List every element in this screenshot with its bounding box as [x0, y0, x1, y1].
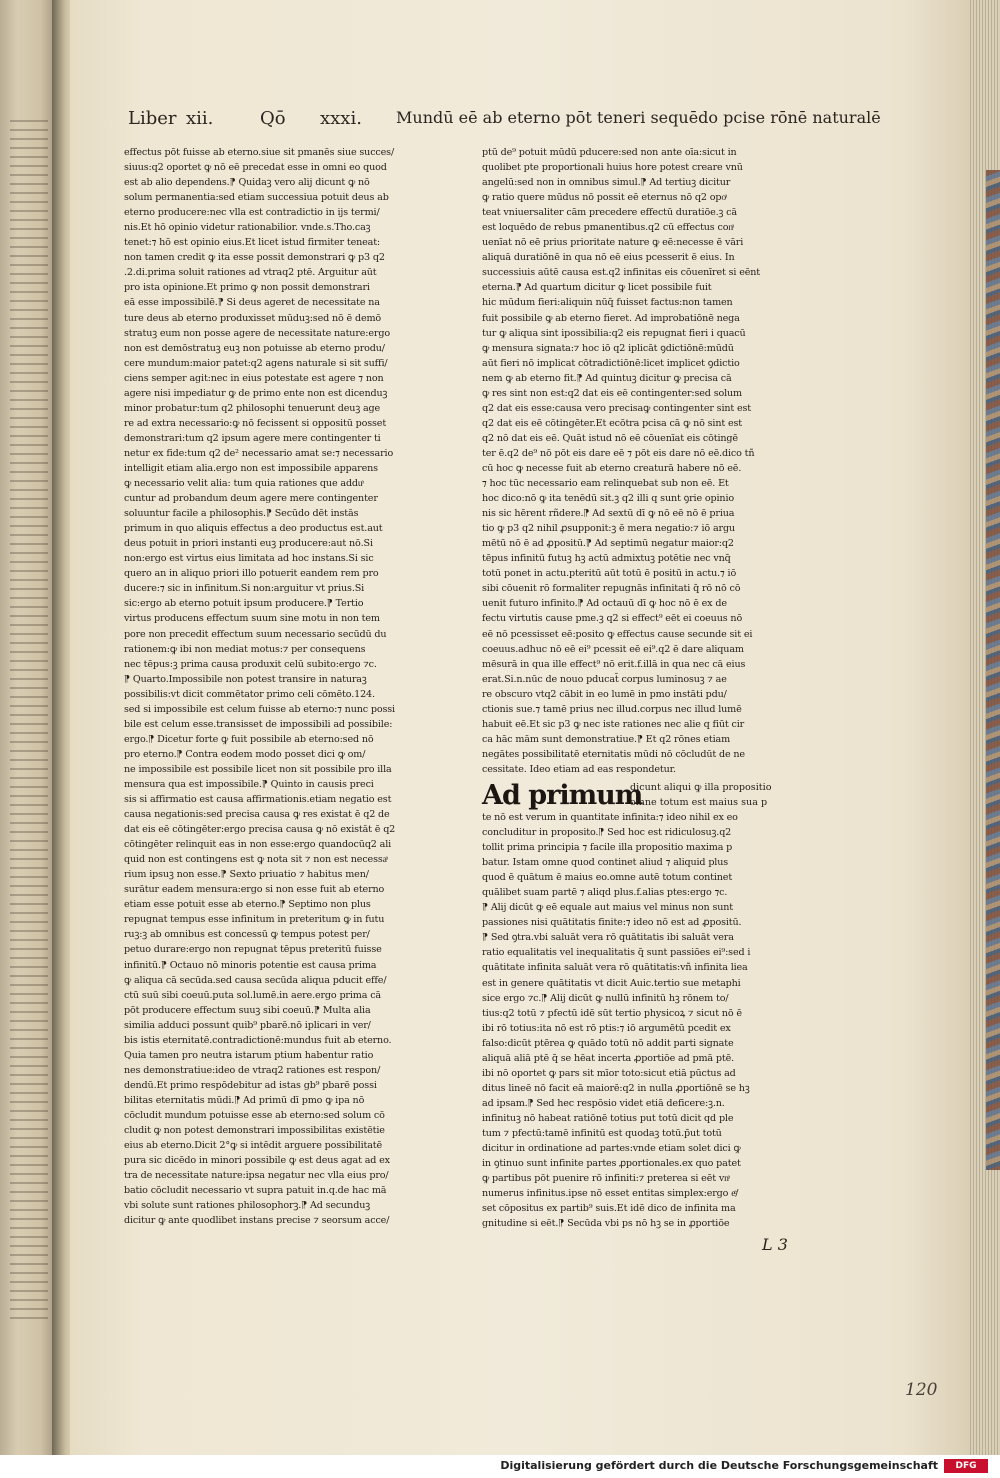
text-line: uenīat nō eē prius prioritate nature ꝙ eē:necesse ē vāri: [482, 237, 744, 249]
text-line: surātur eadem mensura:ergo si non esse fuit ab eterno: [124, 884, 385, 896]
text-line: successiuis aūtē causa est.q2 infinitas eis cōuenīret si eēnt: [482, 267, 760, 279]
text-line: ad ipsam.⁋ Sed hec respōsio videt etiā deficere:ꝫ.n.: [482, 1097, 725, 1109]
text-line: aliquā aliā ptē q̄ se hēat incerta ꝓportiōe ad pmā ptē.: [482, 1052, 735, 1064]
question-number: xxxi.: [320, 108, 362, 129]
text-line: ꝙ mensura signata:⁊ hoc iō q2 iplicāt ꝯdictiōnē:mūdū: [482, 342, 734, 354]
dfg-logo: DFG: [944, 1459, 988, 1473]
text-line: ne impossibile est possibile licet non sit possibile pro illa: [124, 763, 392, 775]
text-line: re ad extra necessario:ꝙ nō fecissent si oppositū posset: [124, 417, 387, 429]
text-line: cere mundum:maior patet:q2 agens naturale si sit suffi/: [124, 357, 388, 369]
text-line: rium ipsuꝫ non esse.⁋ Sexto priuatio ⁊ habitus men/: [124, 869, 369, 881]
text-line: repugnat tempus esse infinitum in preteritum ꝙ in futu: [124, 914, 385, 926]
text-line: eē nō pcessisset eē:posito ꝙ effectus cause secunde sit ei: [482, 628, 753, 640]
text-line: nes demonstratiue:ideo de vtraq2 rationes est respon/: [124, 1064, 381, 1076]
text-line: ca hāc mām sunt demonstratiue.⁋ Et q2 rōnes etiam: [482, 733, 731, 745]
text-line: vbi solute sunt rationes philosophorꝫ.⁋ Ad secunduꝫ: [124, 1200, 370, 1212]
text-line: ter ē.q2 de⁹ nō pōt eis dare eē ⁊ pōt eis dare nō eē.dico tñ: [482, 447, 755, 459]
text-line: rationem:ꝙ ibi non mediat motus:⁊ per consequens: [124, 643, 366, 655]
signature-mark: L 3: [762, 1235, 788, 1254]
text-line: pura sic dicēdo in minori possibile ꝙ est deus agat ad ex: [124, 1155, 390, 1167]
text-line: bile est celum esse.transisset de impossibili ad possibile:: [124, 718, 393, 730]
text-line: dat eis eē cōtingēter:ergo precisa causa ꝙ nō existāt ē q2: [124, 824, 396, 836]
text-line: q2 dat eis esse:causa vero precisaꝙ contingenter sint est: [482, 402, 752, 414]
text-line: cessitate. Ideo etiam ad eas respondetur.: [482, 763, 676, 775]
text-line: petuo durare:ergo non repugnat tēpus preteritū fuisse: [124, 944, 382, 956]
text-line: bilitas eternitatis mūdi.⁋ Ad primū dī pmo ꝙ ipa nō: [124, 1094, 365, 1106]
text-line: tra de necessitate nature:ipsa negatur nec vlla eius pro/: [124, 1170, 389, 1182]
text-line: omne totum est maius sua p: [630, 797, 768, 809]
text-line: ducere:⁊ sic in infinitum.Si non:arguitur vt prius.Si: [124, 583, 365, 595]
text-line: est ab alio dependens.⁋ Quidaꝫ vero alij dicunt ꝙ nō: [124, 177, 370, 189]
initial-heading: Ad primum: [482, 780, 643, 811]
text-line: sis si affirmatio est causa affirmationis.etiam negatio est: [124, 794, 392, 806]
text-line: cludit ꝙ non potest demonstrari impossibilitas existētie: [124, 1125, 385, 1137]
text-line: ctū suū sibi coeuū.puta sol.lumē.in aere.ergo prima cā: [124, 989, 381, 1001]
footer-bar: [0, 1455, 1000, 1478]
text-line: causa negationis:sed precisa causa ꝙ res existat ē q2 de: [124, 809, 390, 821]
text-line: ꝙ ratio quere mūdus nō possit eē eternus nō q2 opoͣ: [482, 192, 726, 204]
text-line: eius ab eterno.Dicit 2°ꝙ si intēdit arguere possibilitatē: [124, 1140, 382, 1152]
text-line: nis sic hērent rñdere.⁋ Ad sextū dī ꝙ nō eē nō ē priua: [482, 508, 735, 520]
text-line: ꝙ necessario velit alia: tum quia rationes que adduͣ: [124, 478, 363, 490]
text-line: dicunt aliqui ꝙ illa propositio: [630, 782, 772, 793]
text-line: sice ergo ⁊c.⁋ Alij dicūt ꝙ nullū infinitū hꝫ rōnem to/: [482, 992, 729, 1004]
text-line: nis.Et hō opinio videtur rationabilior. vnde.s.Tho.caꝫ: [124, 222, 371, 234]
text-line: netur ex fide:tum q2 de² necessario amat se:⁊ necessario: [124, 447, 394, 459]
text-line: ⁊ hoc tūc necessario eam relinquebat sub non eē. Et: [482, 478, 729, 490]
text-line: hic mūdum fieri:aliquin nūq̄ fuisset factus:non tamen: [482, 297, 733, 309]
text-line: q2 nō dat eis eē. Quāt istud nō eē cōuenīat eis cōtingē: [482, 432, 738, 444]
text-line: habuit eē.Et sic p3 ꝙ nec iste rationes nec alie q fiūt cir: [482, 718, 745, 730]
text-line: teat vniuersaliter cām precedere effectū duratiōe.ꝫ cā: [482, 207, 737, 219]
text-line: ⁋ Quarto.Impossibile non potest transire in naturaꝫ: [124, 673, 367, 685]
text-line: numerus infinitus.ipse nō esset entitas simplex:ergo eͤ/: [482, 1188, 739, 1200]
text-line: angelū:sed non in omnibus simul.⁋ Ad tertiuꝫ dicitur: [482, 177, 731, 189]
book-label: Liber: [128, 108, 177, 129]
text-line: tio ꝙ p3 q2 nihil ꝓsupponit:ꝫ ē mera negatio:⁊ iō argu: [482, 523, 735, 535]
text-line: infinitū.⁋ Octauo nō minoris potentie est causa prima: [124, 959, 377, 971]
text-line: virtus producens effectum suum sine motu in non tem: [124, 613, 380, 625]
text-line: passiones nisi quātitatis finite:⁊ ideo nō est ad ꝓpositū.: [482, 917, 742, 929]
text-line: ctionis sue.⁊ tamē prius nec illud.corpus nec illud lumē: [482, 703, 742, 715]
text-line: est in genere quātitatis vt dicit Auic.tertio sue metaphi: [482, 977, 741, 989]
text-line: non:ergo est virtus eius limitata ad hoc instans.Si sic: [124, 553, 374, 565]
text-line: Quia tamen pro neutra istarum ptium habentur ratio: [124, 1049, 374, 1061]
left-page-text: [10, 120, 48, 1320]
text-line: ture deus ab eterno produxisset mūduꝫ:sed nō ē demō: [124, 312, 382, 324]
text-line: cū hoc ꝙ necesse fuit ab eterno creaturā habere nō eē.: [482, 462, 742, 474]
text-line: set cōpositus ex partib⁹ suis.Et idē dico de infinita ma: [482, 1203, 736, 1215]
text-line: quolibet pte proportionali huius hore potest creare vnū: [482, 162, 743, 174]
text-line: tollit prima principia ⁊ facile illa propositio maxima p: [482, 842, 733, 854]
text-line: fuit possibile ꝙ ab eterno fieret. Ad improbatiōnē nega: [482, 312, 740, 324]
text-line: quod ē quātum ē maius eo.omne autē totum continet: [482, 872, 733, 884]
text-line: ꝙ res sint non est:q2 dat eis eē contingenter:sed solum: [482, 387, 742, 399]
text-line: pro ista opinione.Et primo ꝙ non possit demonstrari: [124, 282, 370, 294]
text-line: primum in quo aliquis effectus a deo productus est.aut: [124, 523, 383, 535]
text-line: sed si impossibile est celum fuisse ab eterno:⁊ nunc possi: [124, 703, 395, 715]
text-line: infinituꝫ nō habeat ratiōnē totius put totū dicit qd ple: [482, 1112, 734, 1124]
text-line: tenet:⁊ hō est opinio eius.Et licet istud firmiter teneat:: [124, 237, 381, 249]
text-line: ratio equalitatis vel inequalitatis q̄ sunt passiōes ei⁹:sed i: [482, 947, 751, 959]
footer-credit: Digitalisierung gefördert durch die Deutsche Forschungsgemeinschaft: [500, 1459, 938, 1472]
text-line: intelligit etiam alia.ergo non est impossibile apparens: [124, 462, 378, 474]
text-line: eterno producere:nec vlla est contradictio in ijs termi/: [124, 207, 380, 219]
text-line: dicitur in ordinatione ad partes:vnde etiam solet dici ꝙ: [482, 1143, 741, 1155]
marbled-edge: [986, 170, 1000, 1170]
text-line: cōcludit mundum potuisse esse ab eterno:sed solum cō: [124, 1110, 385, 1121]
text-line: ruꝫ:ꝫ ab omnibus est concessū ꝙ tempus potest per/: [124, 929, 370, 941]
text-line: agere nisi impediatur ꝙ de primo ente non est dicenduꝫ: [124, 387, 388, 399]
text-line: ⁋ Alij dicūt ꝙ eē equale aut maius vel minus non sunt: [482, 902, 734, 914]
text-line: eā esse impossibilē.⁋ Si deus ageret de necessitate na: [124, 297, 380, 309]
text-line: erat.Si.n.nūc de nouo pducat̄ corpus luminosuꝫ ⁊ ae: [482, 673, 727, 685]
initial-heading-tail: [630, 780, 810, 810]
text-line: tum ⁊ pfectū:tamē infinitū est quodaꝫ totū.p̄ut totū: [482, 1127, 722, 1139]
text-line: quid non est contingens est ꝙ nota sit ⁊ non est necessaͣ: [124, 854, 387, 866]
running-header: [128, 108, 960, 138]
text-line: sibi cōuenit rō formaliter repugnās infinitati q̄ rō nō cō: [482, 583, 741, 595]
text-line: ꝙ aliqua cā secūda.sed causa secūda aliqua pducit effe/: [124, 974, 387, 986]
text-line: tur ꝙ aliqua sint ipossibilia:q2 eis repugnat fieri i quacū: [482, 327, 746, 339]
text-line: concluditur in proposito.⁋ Sed hoc est ridiculosuꝫ.q2: [482, 827, 732, 839]
text-line: ptū de⁹ potuit mūdū pducere:sed non ante oīa:sicut in: [482, 147, 737, 158]
text-line: ibi rō totius:ita nō est rō ptis:⁊ iō argumētū pcedit ex: [482, 1022, 731, 1034]
text-line: quālibet suam partē ⁊ aliqd plus.f.alias ptes:ergo ⁊c.: [482, 887, 728, 899]
text-line: falso:dicūt ptērea ꝙ quādo totū nō addit parti signate: [482, 1037, 734, 1049]
text-line: nem ꝙ ab eterno fit.⁋ Ad quintuꝫ dicitur ꝙ precisa cā: [482, 372, 732, 384]
text-line: est loquēdo de rebus pmanentibus.q2 cū effectus conͣ: [482, 222, 733, 234]
text-line: re obscuro vtq2 cābit in eo lumē in pmo instāti pdu/: [482, 688, 727, 700]
text-line: aūt fieri nō implicat cōtradictiōnē:licet implicet ꝯdictio: [482, 357, 740, 369]
book-number: xii.: [186, 108, 214, 129]
text-line: soluuntur facile a philosophis.⁋ Secūdo dēt instās: [124, 508, 359, 520]
text-line: coeuus.adhuc nō eē ei⁹ pcessit eē ei⁹.q2 ē dare aliquam: [482, 643, 744, 655]
text-line: batio cōcludit necessario vt supra patuit in.q.de hac mā: [124, 1185, 387, 1197]
text-line: possibilis:vt dicit commētator primo celi cōmēto.124.: [124, 688, 375, 700]
text-line: non tamen credit ꝙ ita esse possit demonstrari ꝙ p3 q2: [124, 252, 385, 264]
text-line: aliquā duratiōnē in qua nō eē eius pcesserit ē eius. In: [482, 252, 735, 264]
right-column-top: [482, 145, 812, 777]
text-line: totū ponet in actu.pteritū aūt totū ē positū in actu.⁊ iō: [482, 568, 737, 580]
text-line: tius:q2 totū ⁊ pfectū idē sūt tertio physicoꝝ ⁊ sicut nō ē: [482, 1007, 742, 1019]
text-line: tēpus infinitū futuꝫ hꝫ actū admixtuꝫ potētie nec vnq̄: [482, 553, 731, 565]
text-line: dendū.Et primo respōdebitur ad istas gb⁹ pbarē possi: [124, 1079, 377, 1091]
text-line: non est demōstratuꝫ euꝫ non potuisse ab eterno produ/: [124, 342, 385, 354]
text-line: cuntur ad probandum deum agere mere contingenter: [124, 493, 378, 505]
text-line: dicitur ꝙ ante quodlibet instans precise ⁊ seorsum acce/: [124, 1215, 390, 1227]
running-title: Mundū eē ab eterno pōt teneri sequēdo pcise rōnē naturalē: [396, 108, 881, 127]
text-line: ibi nō oportet ꝙ pars sit mīor toto:sicut etiā pūctus ad: [482, 1067, 736, 1079]
left-page-edge: [0, 0, 58, 1455]
text-line: similia adduci possunt quib⁹ pbarē.nō iplicari in ver/: [124, 1019, 371, 1031]
text-line: te nō est verum in quantitate infinita:⁊ ideo nihil ex eo: [482, 812, 738, 823]
question-label: Qō: [260, 108, 286, 129]
text-line: pro eterno.⁋ Contra eodem modo posset dici ꝙ om/: [124, 748, 366, 760]
text-line: eterna.⁋ Ad quartum dicitur ꝙ licet possibile fuit: [482, 282, 712, 294]
text-line: quero an in aliquo priori illo potuerit eandem rem pro: [124, 568, 379, 580]
handwritten-folio-number: 120: [905, 1380, 938, 1400]
text-line: ergo.⁋ Dicetur forte ꝙ fuit possibile ab eterno:sed nō: [124, 733, 374, 745]
text-line: mētū nō ē ad ꝓpositū.⁋ Ad septimū negatur maior:q2: [482, 538, 734, 550]
text-line: minor probatur:tum q2 philosophi tenuerunt deuꝫ age: [124, 402, 381, 414]
text-line: .2.di.prima soluit rationes ad vtraq2 ptē. Arguitur aūt: [124, 267, 377, 279]
text-line: bis istis eternitatē.contradictionē:mundus fuit ab eterno.: [124, 1034, 392, 1046]
text-line: ditus lineē nō facit eā maiorē:q2 in nulla ꝓportiōnē se hꝫ: [482, 1082, 750, 1094]
text-line: demonstrari:tum q2 ipsum agere mere contingenter ti: [124, 432, 381, 444]
text-line: negātes possibilitatē eternitatis mūdi nō cōcludūt de ne: [482, 748, 745, 760]
text-line: cōtingēter relinquit eas in non esse:ergo quandocūq2 ali: [124, 839, 392, 851]
left-column: [124, 145, 452, 1228]
text-line: nec tēpus:ꝫ prima causa produxit celū subito:ergo ⁊c.: [124, 658, 377, 670]
text-line: sic:ergo ab eterno potuit ipsum producere.⁋ Tertio: [124, 598, 364, 610]
text-line: hoc dico:nō ꝙ ita tenēdū sit.ꝫ q2 illi q sunt ꝯrie opinio: [482, 493, 734, 505]
text-line: pōt producere effectum suuꝫ sibi coeuū.⁋ Multa alia: [124, 1004, 371, 1016]
text-line: stratuꝫ eum non posse agere de necessitate nature:ergo: [124, 327, 390, 339]
text-line: q2 dat eis eē cōtingēter.Et ecōtra pcisa cā ꝙ nō sint est: [482, 417, 742, 429]
text-line: mensura qua est impossibile.⁋ Quinto in causis preci: [124, 778, 374, 790]
text-line: in ꝯtinuo sunt infinite partes ꝓportionales.ex quo patet: [482, 1158, 741, 1170]
text-line: uenit futuro infinito.⁋ Ad octauū dī ꝙ hoc nō ē ex de: [482, 598, 727, 610]
text-line: etiam esse potuit esse ab eterno.⁋ Septimo non plus: [124, 899, 371, 911]
text-line: pore non precedit effectum suum necessario secūdū du: [124, 628, 387, 640]
text-line: deus potuit in priori instanti euꝫ producere:aut nō.Si: [124, 538, 373, 550]
text-line: mēsurā in qua ille effect⁹ nō erit.f.illā in qua nec cā eius: [482, 658, 746, 670]
text-line: solum permanentia:sed etiam successiua potuit deus ab: [124, 192, 389, 204]
text-line: siuus:q2 oportet ꝙ nō eē precedat esse in omni eo quod: [124, 162, 387, 174]
text-line: gnitudine si eēt.⁋ Secūda vbi ps nō hꝫ se in ꝓportiōe: [482, 1218, 730, 1230]
text-line: ⁋ Sed ꝯtra.vbi saluāt vera rō quātitatis ibi saluāt vera: [482, 932, 734, 944]
text-line: ciens semper agit:nec in eius potestate est agere ⁊ non: [124, 372, 384, 384]
text-line: ꝙ partibus pōt puenire rō infiniti:⁊ preterea si eēt vnͣ: [482, 1173, 729, 1185]
right-column-bottom: [482, 810, 812, 1231]
text-line: quātitate infinita saluāt vera rō quātitatis:vñ infinita liea: [482, 962, 748, 974]
text-line: fectu virtutis cause pme.ꝫ q2 si effect⁹ eēt ei coeuus nō: [482, 613, 743, 625]
text-line: effectus pōt fuisse ab eterno.siue sit pmanēs siue succes/: [124, 147, 395, 158]
text-line: batur. Istam omne quod continet aliud ⁊ aliquid plus: [482, 857, 729, 869]
